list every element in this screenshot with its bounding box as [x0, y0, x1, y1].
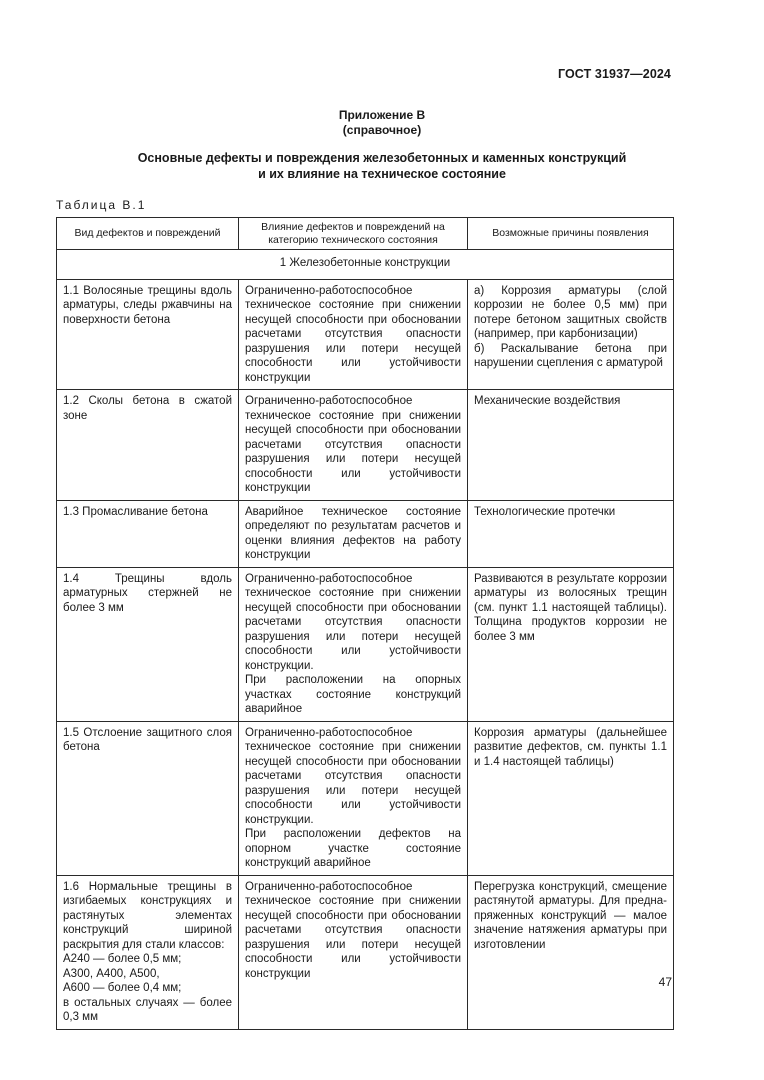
causes-cell: Технологические протечки: [468, 500, 674, 567]
influence-cell: Аварийное техническое состояние определяют по результатам расчетов и оценки влияния дефектов на работу конструкции: [239, 500, 468, 567]
section-title: 1 Железобетонные конструкции: [57, 250, 674, 280]
appendix-title: Приложение В: [338, 108, 426, 122]
influence-cell: Ограниченно-работоспособное техническое состояние при снижении несущей способности при обосновании расчетами отсутствия опасности разрушения или потери несущей способности или устойчивости конструкции. При расположении дефектов на опорном участке состояние конструкций аварийное: [239, 721, 468, 875]
column-header-defect-type: Вид дефектов и повреждений: [57, 218, 239, 250]
defect-cell: 1.1 Волосяные трещины вдоль арматуры, следы ржавчины на поверхности бетона: [57, 279, 239, 390]
column-header-causes: Возможные причины появления: [468, 218, 674, 250]
defect-cell: 1.4 Трещины вдоль арматурных стержней не более 3 мм: [57, 567, 239, 721]
table-row: [57, 567, 674, 721]
causes-cell: Перегрузка конструкций, смещение растянутой арматуры. Для предна-пряженных конструкций — малое значение натяжения арматуры при изготовлении: [468, 875, 674, 1029]
influence-cell: Ограниченно-работоспособное техническое состояние при снижении несущей способности при обосновании расчетами отсутствия опасности разрушения или потери несущей способности или устойчивости конструкции: [239, 279, 468, 390]
causes-cell: Коррозия арматуры (дальнейшее развитие дефектов, см. пункты 1.1 и 1.4 настоящей таблицы): [468, 721, 674, 875]
defects-table: [56, 217, 674, 1030]
defect-cell: 1.5 Отслоение защитного слоя бетона: [57, 721, 239, 875]
defect-cell: 1.3 Промасливание бетона: [57, 500, 239, 567]
causes-cell: Механические воздействия: [468, 390, 674, 501]
page-number: 47: [658, 975, 672, 989]
table-row: [57, 390, 674, 501]
appendix-heading: [0, 108, 764, 138]
table-header-row: [57, 218, 674, 250]
causes-cell: Развиваются в результате коррозии арматуры из волосяных трещин (см. пункт 1.1 настоящей таблицы). Толщина продуктов коррозии не более 3 мм: [468, 567, 674, 721]
table-section-row: [57, 250, 674, 280]
appendix-subtitle: (справочное): [342, 123, 422, 137]
table-row: [57, 279, 674, 390]
table-row: [57, 875, 674, 1029]
section-heading: [0, 150, 764, 182]
defect-cell: 1.2 Сколы бетона в сжатой зоне: [57, 390, 239, 501]
defect-cell: 1.6 Нормальные трещины в изгибаемых конструкциях и растянутых элементах конструкций шириной раскрытия для стали классов: А240 — более 0,5 мм; А300, А400, А500, А600 — более 0,4 мм; в остальных случаях — более 0,3 мм: [57, 875, 239, 1029]
heading-line-1: Основные дефекты и повреждения железобетонных и каменных конструкций: [137, 151, 627, 165]
influence-cell: Ограниченно-работоспособное техническое состояние при снижении несущей способности при обосновании расчетами отсутствия опасности разрушения или потери несущей способности или устойчивости конструкции: [239, 875, 468, 1029]
influence-cell: Ограниченно-работоспособное техническое состояние при снижении несущей способности при обосновании расчетами отсутствия опасности разрушения или потери несущей способности или устойчивости конструкции. При расположении на опорных участках состояние конструкций аварийное: [239, 567, 468, 721]
heading-line-2: и их влияние на техническое состояние: [258, 167, 506, 181]
table-row: [57, 500, 674, 567]
table-caption: Таблица В.1: [56, 198, 147, 212]
influence-cell: Ограниченно-работоспособное техническое состояние при снижении несущей способности при обосновании расчетами отсутствия опасности разрушения или потери несущей способности или устойчивости конструкции: [239, 390, 468, 501]
document-code: ГОСТ 31937—2024: [557, 67, 671, 81]
column-header-influence: Влияние дефектов и повреждений на категорию технического состояния: [239, 218, 468, 250]
causes-cell: а) Коррозия арматуры (слой коррозии не более 0,5 мм) при потере бетоном защитных свойств (например, при карбонизации) б) Раскалывание бетона при нарушении сцепления с арматурой: [468, 279, 674, 390]
table-row: [57, 721, 674, 875]
